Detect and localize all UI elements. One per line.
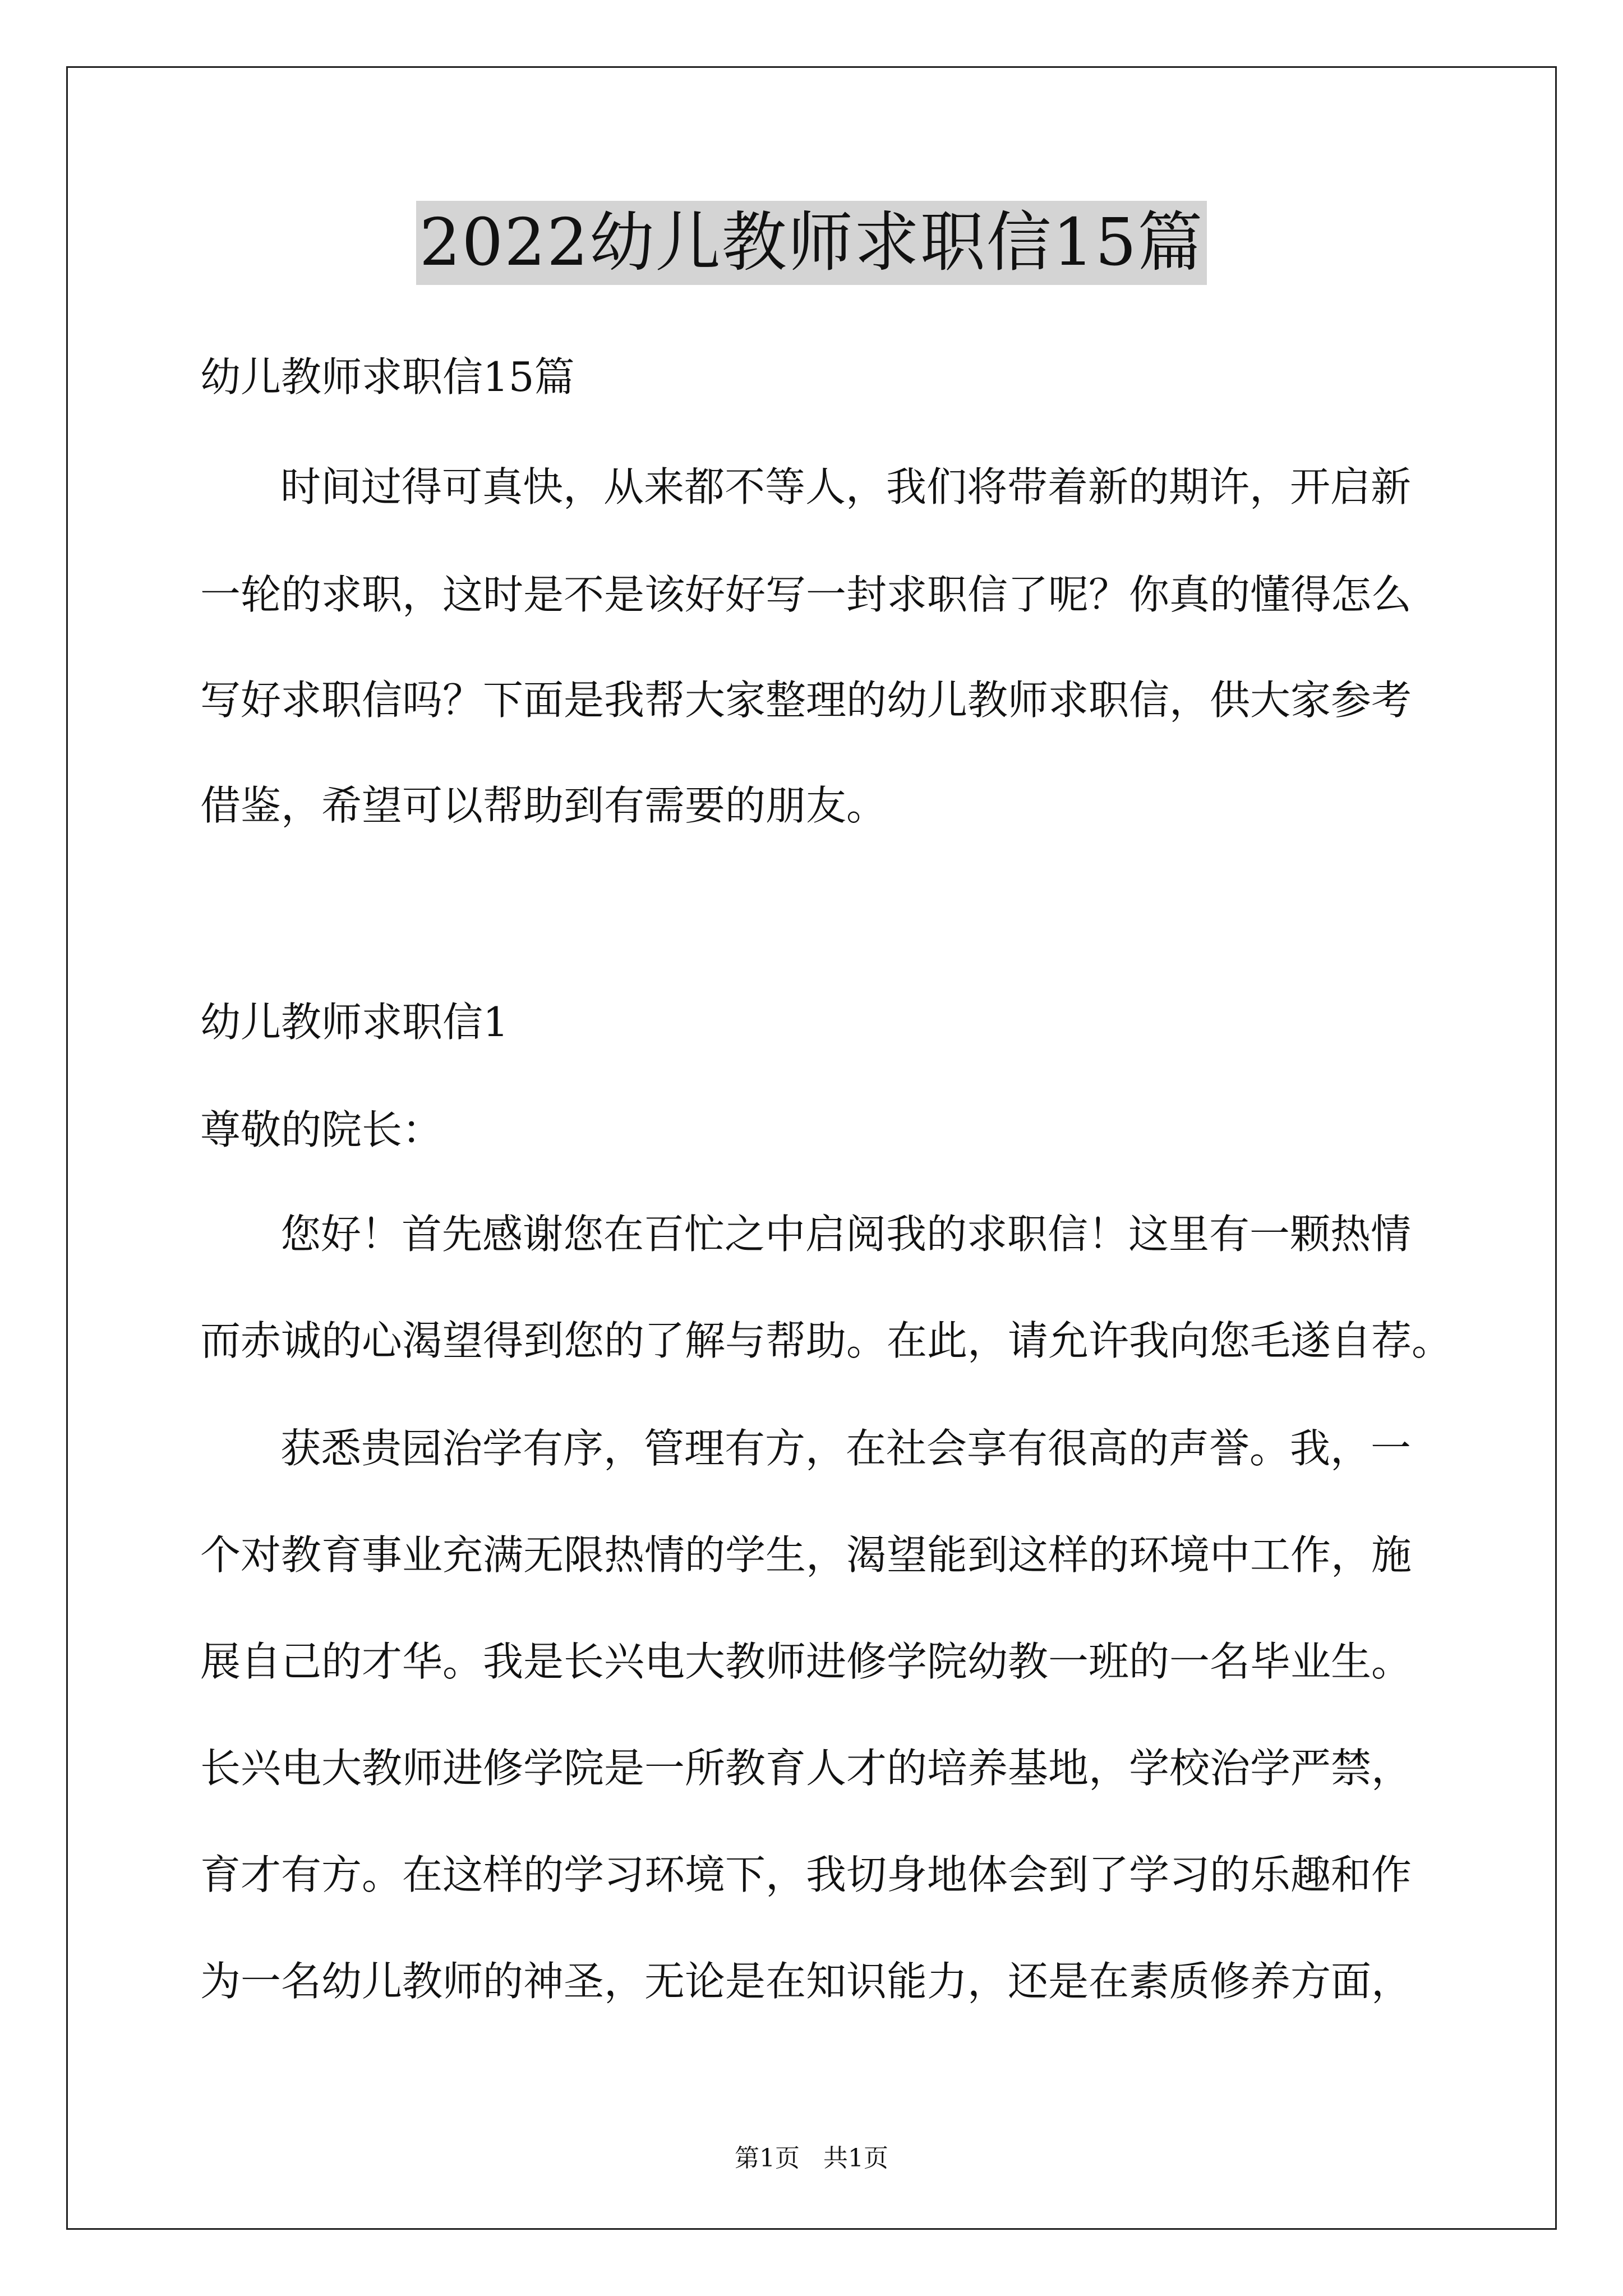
intro-line: 一轮的求职，这时是不是该好好写一封求职信了呢？你真的懂得怎么 — [200, 571, 1412, 618]
body-line: 而赤诚的心渴望得到您的了解与帮助。在此，请允许我向您毛遂自荐。 — [200, 1317, 1453, 1364]
body-line: 获悉贵园治学有序，管理有方，在社会享有很高的声誉。我，一 — [280, 1425, 1412, 1472]
body-line: 您好！首先感谢您在百忙之中启阅我的求职信！这里有一颗热情 — [280, 1211, 1412, 1258]
page-footer — [0, 2142, 1623, 2175]
intro-line: 写好求职信吗？下面是我帮大家整理的幼儿教师求职信，供大家参考 — [200, 677, 1412, 724]
body-line: 长兴电大教师进修学院是一所教育人才的培养基地，学校治学严禁， — [200, 1745, 1412, 1792]
body-line: 为一名幼儿教师的神圣，无论是在知识能力，还是在素质修养方面， — [200, 1958, 1412, 2005]
document-title: 2022幼儿教师求职信15篇 — [416, 201, 1207, 285]
intro-line: 借鉴，希望可以帮助到有需要的朋友。 — [200, 782, 887, 829]
body-line: 育才有方。在这样的学习环境下，我切身地体会到了学习的乐趣和作 — [200, 1851, 1412, 1898]
intro-line: 时间过得可真快，从来都不等人，我们将带着新的期许，开启新 — [280, 463, 1412, 510]
body-line: 个对教育事业充满无限热情的学生，渴望能到这样的环境中工作，施 — [200, 1531, 1412, 1579]
salutation: 尊敬的院长： — [200, 1106, 443, 1153]
title-container — [0, 201, 1623, 285]
body-line: 展自己的才华。我是长兴电大教师进修学院幼教一班的一名毕业生。 — [200, 1638, 1412, 1685]
section-heading: 幼儿教师求职信1 — [200, 999, 509, 1046]
document-subtitle: 幼儿教师求职信15篇 — [200, 353, 575, 401]
page-total: 共1页 — [823, 2144, 888, 2173]
page-number: 第1页 — [735, 2144, 800, 2173]
